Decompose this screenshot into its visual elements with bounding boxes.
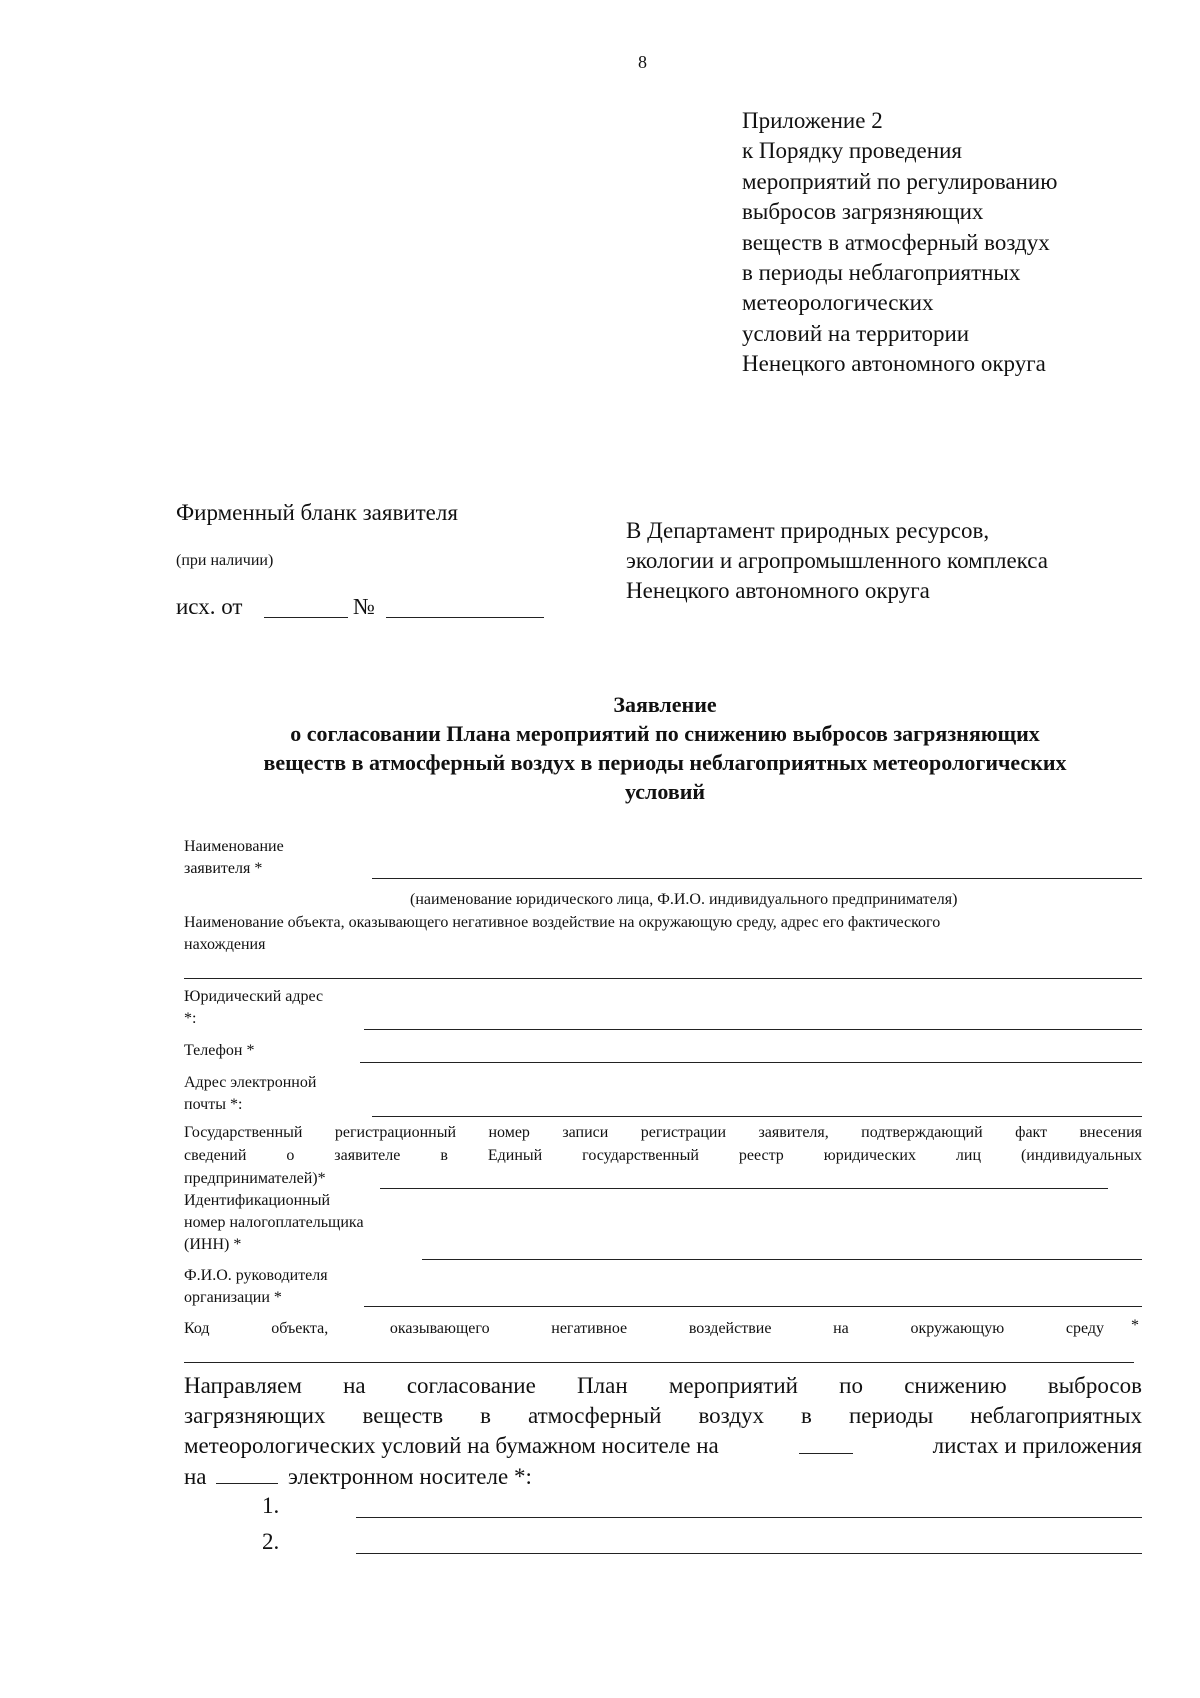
document-subtitle-line: о согласовании Плана мероприятий по снижению выбросов загрязняющих [290,721,1040,746]
list-item-field[interactable] [356,1553,1142,1554]
number-sign: № [353,594,375,619]
body-line: загрязняющих веществ в атмосферный воздух в периоды неблагоприятных [184,1403,1142,1428]
email-label: Адрес электронной почты *: [184,1074,317,1113]
appendix-line: к Порядку проведения [742,138,962,164]
outgoing-date-field[interactable] [264,617,348,618]
object-code-star: * [1131,1317,1139,1334]
document-subtitle-line: условий [624,779,706,804]
paper-sheets-count-field[interactable] [799,1431,853,1454]
appendix-line: Приложение 2 [742,108,883,133]
appendix-line: условий на территории [742,320,970,346]
ogrn-label-line3: предпринимателей)* [184,1170,326,1187]
addressee-line: В Департамент природных ресурсов, [626,518,990,543]
object-code-field[interactable] [184,1362,1134,1363]
body-line-sheets: метеорологических условий на бумажном носителе на листах и приложения [184,1433,1142,1458]
applicant-name-label: Наименование заявителя * [184,838,284,877]
addressee [626,516,1048,606]
legal-address-label: Юридический адрес *: [184,988,324,1027]
document-subtitle-line: веществ в атмосферный воздух в периоды неблагоприятных метеорологических [263,750,1067,775]
ogrn-field[interactable] [380,1188,1108,1189]
list-item-field[interactable] [356,1517,1142,1518]
document-title: Заявление [613,692,717,717]
body-line-electronic: на электронном носителе *: [184,1461,532,1492]
applicant-name-field[interactable] [372,878,1142,879]
object-name-label: Наименование объекта, оказывающего негативное воздействие на окружающую среду, адрес его фактического нахождения [184,914,941,953]
list-item-number: 2. [262,1529,280,1554]
inn-field[interactable] [422,1259,1142,1260]
legal-address-field[interactable] [364,1029,1142,1030]
appendix-line: метеорологических [742,290,934,316]
phone-field[interactable] [360,1062,1142,1063]
addressee-line: Ненецкого автономного округа [626,578,930,603]
head-name-field[interactable] [364,1306,1142,1307]
electronic-count-field[interactable] [216,1461,278,1484]
appendix-note [742,106,1057,380]
appendix-line: выбросов загрязняющих [742,199,984,225]
appendix-line: веществ в атмосферный воздух [742,229,1050,255]
email-field[interactable] [372,1116,1142,1117]
object-name-field[interactable] [184,978,1142,979]
addressee-line: экологии и агропромышленного комплекса [626,548,1048,573]
page-number: 8 [638,52,647,72]
outgoing-number-field[interactable] [386,617,544,618]
ogrn-label-line1: Государственный регистрационный номер записи регистрации заявителя, подтверждающий факт внесения [184,1124,1142,1141]
ogrn-label-line2: сведений о заявителе в Единый государственный реестр юридических лиц (индивидуальных [184,1147,1142,1164]
appendix-line: мероприятий по регулированию [742,168,1058,194]
letterhead-title: Фирменный бланк заявителя [176,500,458,525]
phone-label: Телефон * [184,1042,255,1059]
outgoing-prefix: исх. от [176,594,243,619]
inn-label: Идентификационный номер налогоплательщика (ИНН) * [184,1192,364,1253]
list-item-number: 1. [262,1493,280,1518]
body-line: Направляем на согласование План мероприятий по снижению выбросов [184,1373,1142,1398]
letterhead-note: (при наличии) [176,552,274,569]
appendix-line: в периоды неблагоприятных [742,260,1021,286]
object-code-label: Код объекта, оказывающего негативное воздействие на окружающую среду [184,1320,1104,1337]
appendix-line: Ненецкого автономного округа [742,351,1046,377]
head-name-label: Ф.И.О. руководителя организации * [184,1267,328,1306]
applicant-name-hint: (наименование юридического лица, Ф.И.О. индивидуального предпринимателя) [410,891,958,908]
